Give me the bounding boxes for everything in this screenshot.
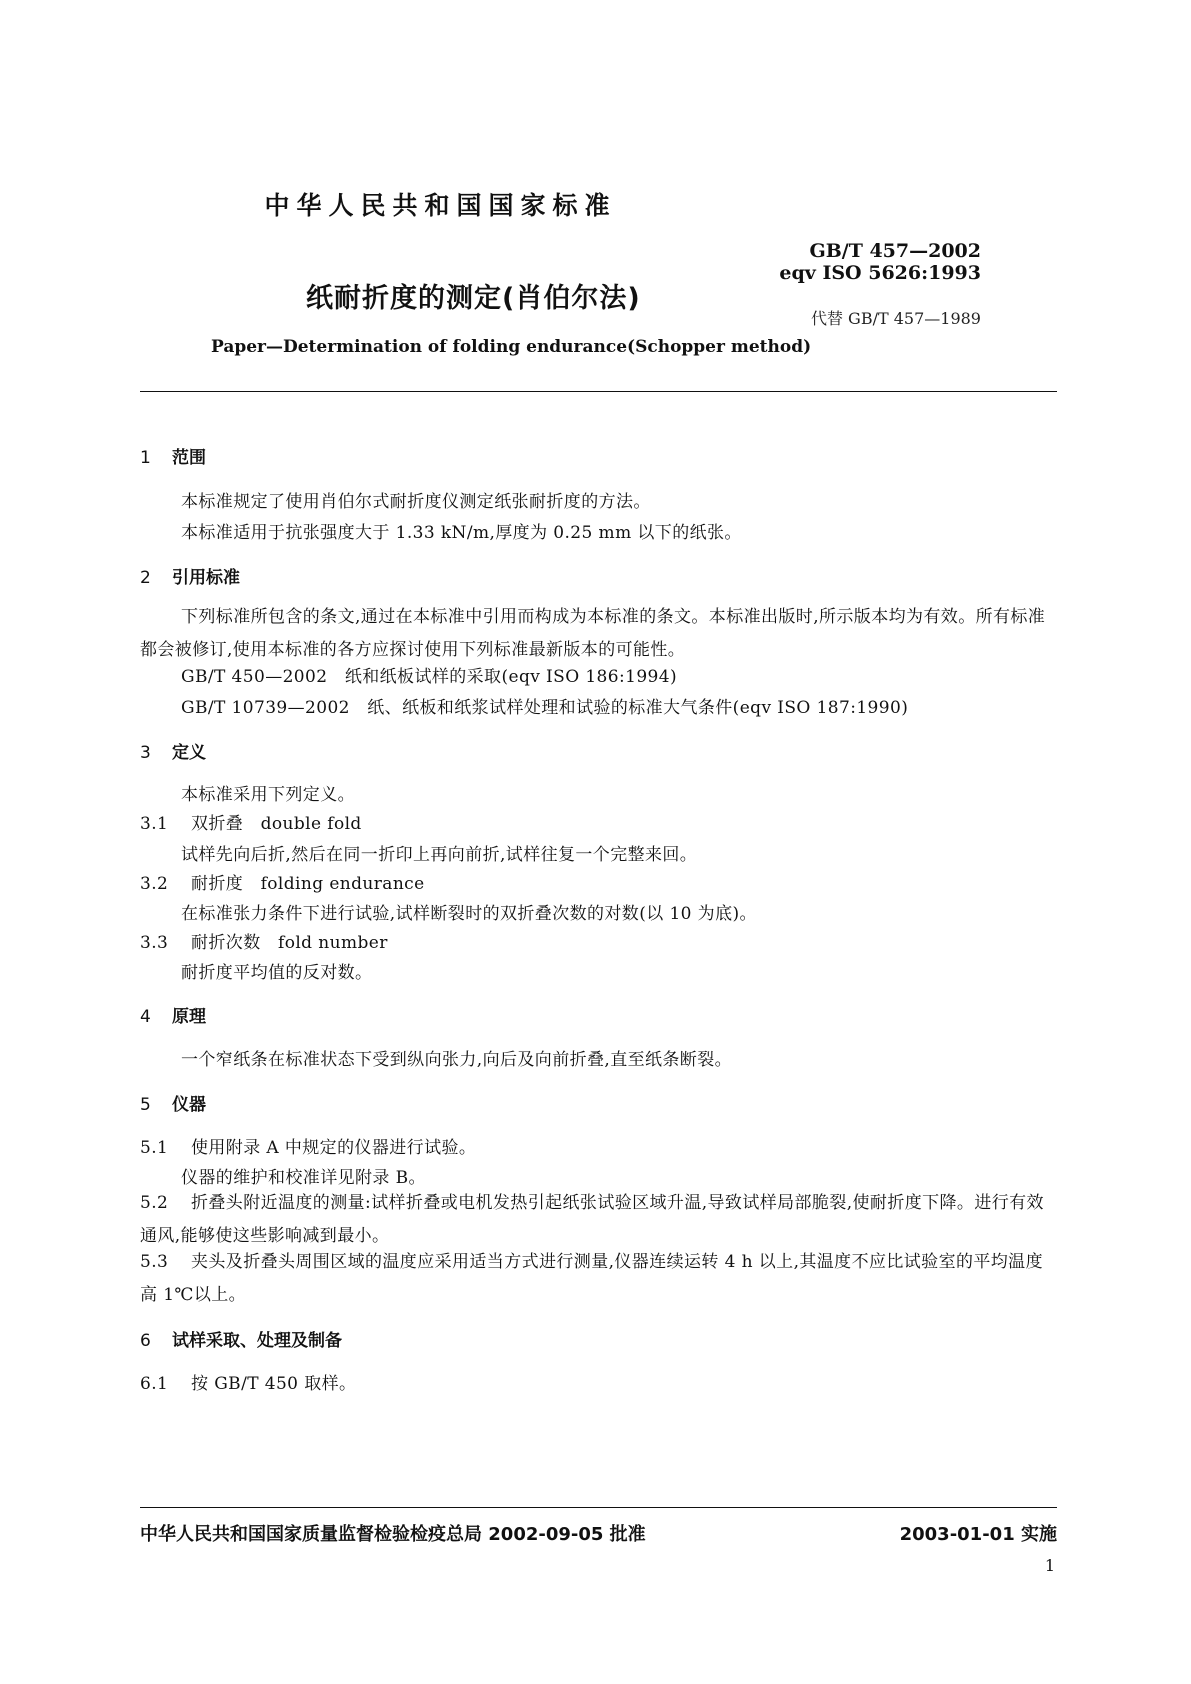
national-standard-heading: 中华人民共和国国家标准 (264, 191, 617, 220)
section-3-intro: 本标准采用下列定义。 (181, 785, 355, 805)
effective-date: 2003-01-01 实施 (899, 1524, 1057, 1545)
definition-term: 3.1 双折叠 double fold (140, 814, 362, 834)
definition-term: 3.2 耐折度 folding endurance (140, 874, 425, 894)
clause-5-2: 5.2 折叠头附近温度的测量:试样折叠或电机发热引起纸张试验区域升温,导致试样局部脆裂,使耐折度下降。进行有效通风,能够使这些影响减到最小。 (140, 1193, 1044, 1246)
definition-text: 耐折度平均值的反对数。 (181, 963, 373, 983)
document-title-cn: 纸耐折度的测定(肖伯尔法) (306, 283, 641, 314)
page-number: 1 (1044, 1556, 1055, 1575)
section-1-heading: 1 范围 (140, 448, 206, 468)
reference-standard: GB/T 450—2002 纸和纸板试样的采取(eqv ISO 186:1994) (181, 667, 678, 687)
reference-standard: GB/T 10739—2002 纸、纸板和纸浆试样处理和试验的标准大气条件(eqv ISO 187:1990) (181, 698, 909, 718)
definition-term: 3.3 耐折次数 fold number (140, 933, 388, 953)
clause-5-3: 5.3 夹头及折叠头周围区域的温度应采用适当方式进行测量,仪器连续运转 4 h 以上,其温度不应比试验室的平均温度高 1℃以上。 (140, 1252, 1043, 1305)
section-1-paragraph: 本标准适用于抗张强度大于 1.33 kN/m,厚度为 0.25 mm 以下的纸张。 (181, 523, 742, 543)
approval-statement: 中华人民共和国国家质量监督检验检疫总局 2002-09-05 批准 (140, 1524, 646, 1545)
standard-number: GB/T 457—2002 (809, 240, 981, 262)
document-title-en: Paper—Determination of folding endurance(Schopper method) (211, 337, 812, 357)
section-2-paragraph: 下列标准所包含的条文,通过在本标准中引用而构成为本标准的条文。本标准出版时,所示版本均为有效。所有标准都会被修订,使用本标准的各方应探讨使用下列标准最新版本的可能性。 (140, 607, 1046, 660)
section-3-heading: 3 定义 (140, 743, 206, 763)
clause-5-1: 5.1 使用附录 A 中规定的仪器进行试验。 (140, 1138, 477, 1158)
section-2-heading: 2 引用标准 (140, 568, 240, 588)
section-5-heading: 5 仪器 (140, 1095, 206, 1115)
section-6-heading: 6 试样采取、处理及制备 (140, 1331, 342, 1351)
header-divider (140, 391, 1057, 392)
definition-text: 在标准张力条件下进行试验,试样断裂时的双折叠次数的对数(以 10 为底)。 (181, 904, 757, 924)
clause-6-1: 6.1 按 GB/T 450 取样。 (140, 1374, 357, 1394)
definition-text: 试样先向后折,然后在同一折印上再向前折,试样往复一个完整来回。 (181, 845, 698, 865)
footer-divider (140, 1507, 1057, 1508)
section-4-heading: 4 原理 (140, 1007, 206, 1027)
section-1-paragraph: 本标准规定了使用肖伯尔式耐折度仪测定纸张耐折度的方法。 (181, 492, 651, 512)
standard-equivalence: eqv ISO 5626:1993 (779, 262, 981, 284)
standard-replaces: 代替 GB/T 457—1989 (810, 309, 981, 328)
clause-5-1-note: 仪器的维护和校准详见附录 B。 (181, 1168, 426, 1188)
section-4-paragraph: 一个窄纸条在标准状态下受到纵向张力,向后及向前折叠,直至纸条断裂。 (181, 1050, 733, 1070)
